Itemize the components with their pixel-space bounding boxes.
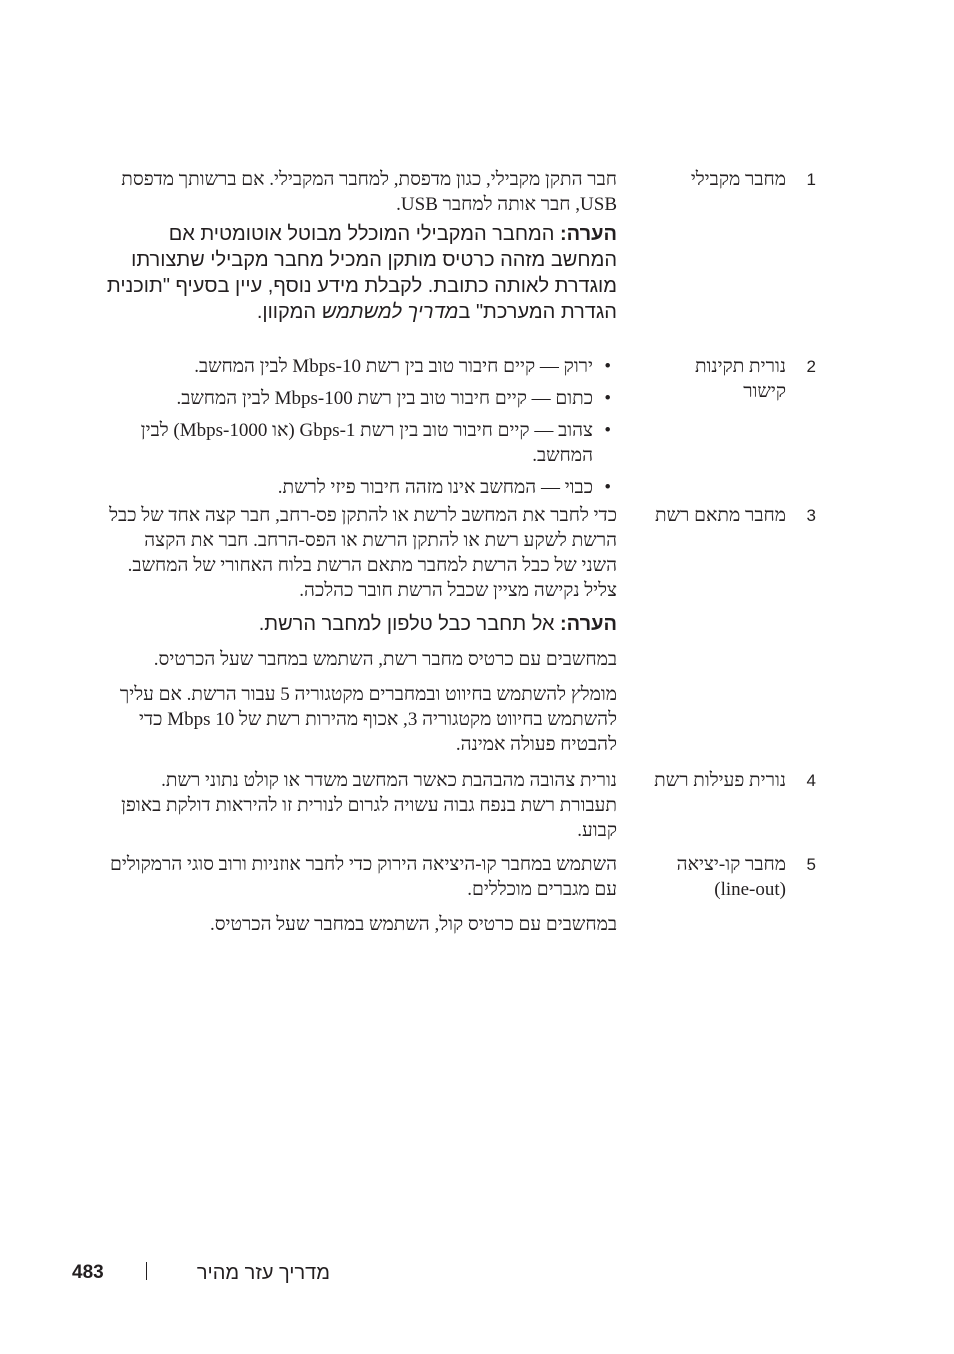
item-description — [105, 503, 617, 757]
description-text: חבר התקן מקבילי, כגון מדפסת, למחבר המקבילי. אם ברשותך מדפסת USB, חבר אותה למחבר USB. — [121, 169, 617, 215]
item-number: 1 — [806, 170, 816, 189]
note-label: הערה: — [560, 223, 617, 245]
item-description — [105, 768, 617, 843]
note-text-end: המקוון. — [256, 301, 322, 323]
description-text: במחשבים עם כרטיס מחבר רשת, השתמש במחבר שעל הכרטיס. — [153, 649, 617, 670]
item-number: 5 — [806, 855, 816, 874]
description-text: מומלץ להשתמש בחיווט ובמחברים מקטגוריה 5 עבור הרשת. אם עליך להשתמש בחיווט מקטגוריה 3, אכוף מהירות רשת של 10 Mbps כדי להבטיח פעולה אמינה. — [119, 684, 617, 755]
list-item: • כבוי — המחשב אינו מזהה חיבור פיזי לרשת. — [277, 477, 611, 498]
item-term: נורית תקינות קישור — [694, 356, 786, 402]
list-item: • ירוק — קיים חיבור טוב בין רשת 10-Mbps לבין המחשב. — [194, 356, 611, 377]
note — [105, 221, 617, 325]
description-text: במחשבים עם כרטיס קול, השתמש במחבר שעל הכרטיס. — [209, 914, 617, 935]
note-text: המחבר המקבילי המוכלל מבוטל אוטומטית אם המחשב מזהה כרטיס מותקן המכיל מחבר מקבילי שתצורתו מוגדרת לאותה כתובת. לקבלת מידע נוסף, עיין בסעיף "תוכנית הגדרת המערכת" ב — [106, 223, 617, 323]
bullet-icon: • — [604, 477, 611, 498]
note-italic-text: מדריך למשתמש — [321, 301, 459, 323]
item-term: נורית פעילות רשת — [654, 770, 786, 791]
note-label: הערה: — [560, 613, 617, 635]
item-number: 4 — [806, 771, 816, 790]
item-number: 2 — [806, 357, 816, 376]
item-term: מחבר מקבילי — [690, 169, 786, 190]
note — [105, 611, 617, 637]
bullet-icon: • — [604, 356, 611, 377]
item-number: 3 — [806, 506, 816, 525]
list-item: • כתום — קיים חיבור טוב בין רשת 100-Mbps לבין המחשב. — [176, 388, 611, 409]
item-description — [105, 167, 617, 325]
item-term: מחבר מתאם רשת — [655, 505, 786, 526]
description-text: השתמש במחבר קו-היציאה הירוק כדי לחבר אוזניות ורוב סוגי הרמקולים עם מגברים מוכללים. — [109, 854, 617, 900]
item-description — [105, 354, 617, 507]
bullet-icon: • — [604, 420, 611, 441]
page-number: 483 — [72, 1262, 104, 1283]
bullet-icon: • — [604, 388, 611, 409]
status-list — [105, 354, 617, 500]
description-text: כדי לחבר את המחשב לרשת או להתקן פס-רחב, חבר קצה אחד של כבל הרשת לשקע רשת או להתקן הרשת או הפס-הרחב. חבר את הקצה השני של כבל הרשת למחבר מתאם הרשת בלוח האחורי של המחשב. צליל נקישה מציין שכבל הרשת חובר כהלכה. — [109, 505, 617, 601]
footer-title: מדריך עזר מהיר — [196, 1262, 330, 1284]
footer-divider — [146, 1262, 147, 1280]
item-description — [105, 852, 617, 937]
description-text: נורית צהובה מהבהבת כאשר המחשב משדר או קולט נתוני רשת. תעבורת רשת בנפח גבוה עשויה לגרום לנורית זו להיראות דולקת באופן קבוע. — [121, 770, 617, 841]
note-text: אל תחבר כבל טלפון למחבר הרשת. — [258, 613, 561, 635]
list-item: • צהוב — קיים חיבור טוב בין רשת 1-Gbps (או 1000-Mbps) לבין המחשב. — [140, 420, 611, 466]
item-term: מחבר קו-יציאה (line-out) — [676, 854, 786, 900]
